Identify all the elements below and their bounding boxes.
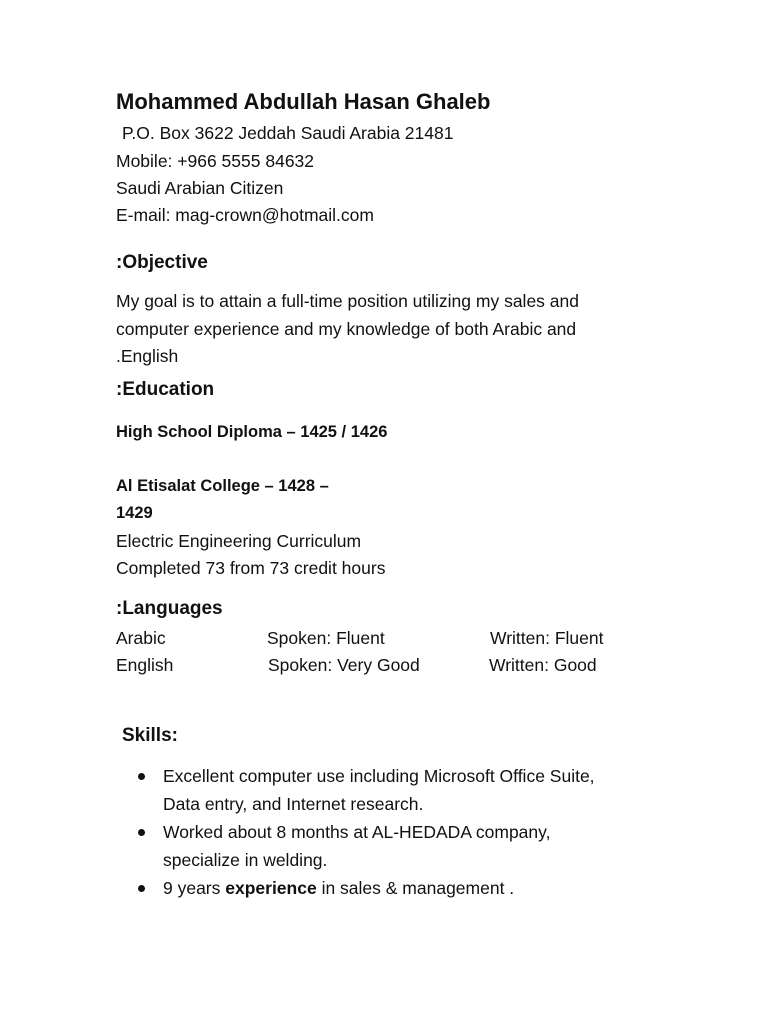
list-item [138,875,698,903]
bullet-icon [138,829,145,836]
objective-paragraph [116,288,636,371]
language-name: English [116,655,174,675]
languages-heading: :Languages [116,598,223,619]
language-written: Written: Fluent [490,628,604,648]
college-entry: Al Etisalat College – 1428 – [116,477,329,495]
skill-line: Data entry, and Internet research. [163,793,424,814]
education-heading: :Education [116,379,215,400]
skill-prefix: 9 years [163,878,226,898]
language-spoken: Spoken: Fluent [267,628,385,648]
objective-heading: :Objective [116,252,208,273]
language-name: Arabic [116,628,166,648]
objective-line: .English [116,346,179,366]
citizenship-line: Saudi Arabian Citizen [116,178,284,198]
bullet-icon [138,773,145,780]
curriculum-line: Electric Engineering Curriculum [116,531,362,551]
objective-line: computer experience and my knowledge of both Arabic and [116,318,577,339]
list-item [138,819,698,874]
bullet-icon [138,885,145,892]
credits-line: Completed 73 from 73 credit hours [116,558,386,578]
mobile-line: Mobile: +966 5555 84632 [116,151,315,171]
skill-suffix: in sales & management . [316,878,515,898]
list-item [138,763,698,818]
skill-line: specialize in welding. [163,849,328,870]
skills-list [138,763,698,904]
candidate-name: Mohammed Abdullah Hasan Ghaleb [116,89,491,114]
objective-line: My goal is to attain a full-time position utilizing my sales and [116,291,579,311]
language-spoken: Spoken: Very Good [268,655,420,675]
diploma-entry: High School Diploma – 1425 / 1426 [116,423,388,441]
address-line: P.O. Box 3622 Jeddah Saudi Arabia 21481 [122,123,454,143]
college-entry-years: 1429 [116,504,153,522]
skill-emphasis: experience [225,878,317,898]
language-written: Written: Good [489,655,597,675]
skill-line: Worked about 8 months at AL-HEDADA company, [163,822,551,842]
skill-line: Excellent computer use including Microsoft Office Suite, [163,766,595,786]
skill-line [163,875,698,903]
skills-heading: Skills: [122,725,178,746]
email-line: E-mail: mag-crown@hotmail.com [116,205,374,225]
